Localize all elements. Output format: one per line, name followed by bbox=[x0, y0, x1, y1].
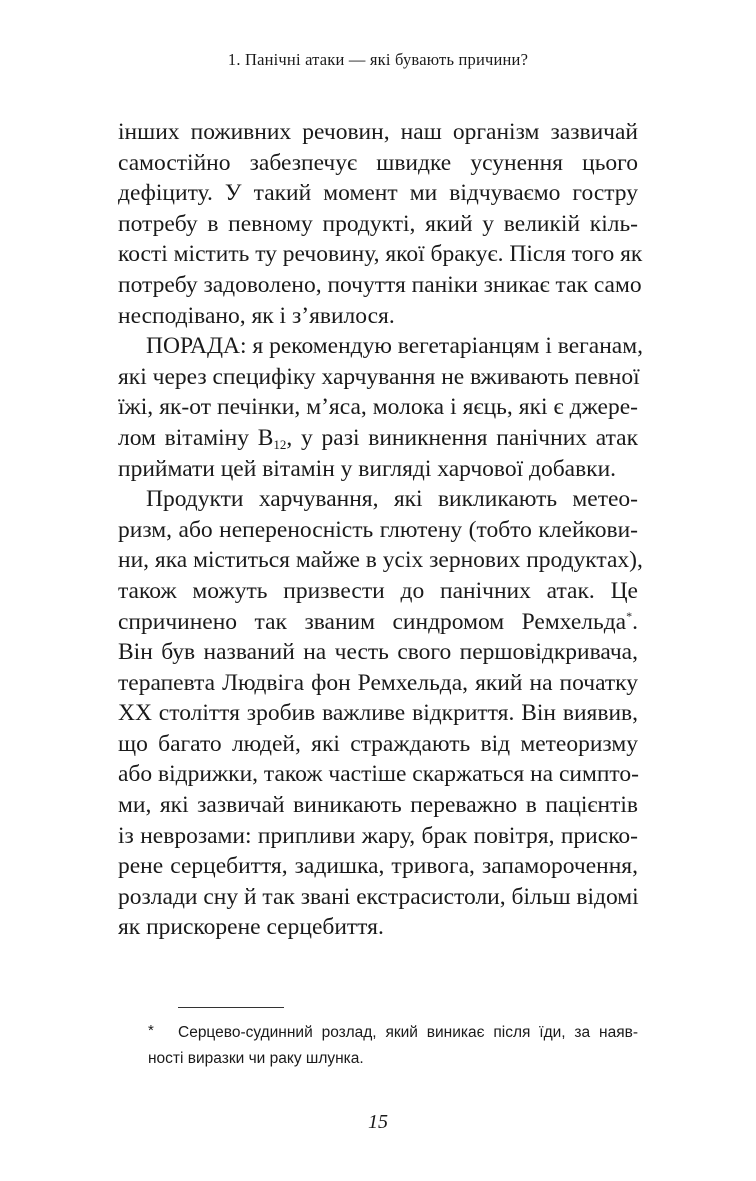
text-line: які через специфіку харчування не вживають певної bbox=[118, 363, 640, 390]
text-line: ни, яка міститься майже в усіх зернових продуктах), bbox=[118, 547, 643, 574]
text-line: інших поживних речовин, наш організм зазвичай bbox=[118, 119, 638, 145]
footnote-reference: * bbox=[626, 608, 633, 623]
text-line: із неврозами: припливи жару, брак повітря, приско- bbox=[118, 822, 638, 849]
text-line: XX століття зробив важливе відкриття. Він виявив, bbox=[118, 700, 638, 727]
subscript-12: 12 bbox=[273, 436, 287, 452]
paragraph-3 bbox=[118, 484, 643, 943]
text-line-with-subscript bbox=[118, 423, 638, 454]
text-line: або відрижки, також частіше скаржаться на симпто- bbox=[118, 761, 639, 788]
text-line: рене серцебиття, задишка, тривога, запаморочення, bbox=[118, 853, 638, 880]
footnote-divider bbox=[178, 1007, 284, 1008]
footnote-line bbox=[148, 1020, 638, 1046]
text-fragment: . bbox=[632, 608, 638, 635]
text-line: потребу задоволено, почуття паніки зникає так само bbox=[118, 271, 642, 298]
text-fragment: спричинено так званим синдромом Ремхельда bbox=[118, 608, 627, 635]
text-line: Він був названий на честь свого першовідкривача, bbox=[118, 639, 638, 666]
page-number: 15 bbox=[368, 1111, 388, 1133]
text-line: самостійно забезпечує швидке усунення цього bbox=[118, 149, 638, 176]
footnote bbox=[148, 1020, 638, 1072]
text-line: як прискорене серцебиття. bbox=[118, 914, 384, 941]
text-line: ризм, або непереносність глютену (тобто клейкови- bbox=[118, 516, 638, 543]
text-line: приймати цей вітамін у вигляді харчової добавки. bbox=[118, 455, 617, 482]
paragraph-2-tip bbox=[118, 331, 643, 484]
text-line: потребу в певному продукті, який у великій кіль- bbox=[118, 210, 638, 237]
footnote-line: ності виразки чи раку шлунка. bbox=[148, 1050, 364, 1067]
text-line: несподівано, як і з’явилося. bbox=[118, 302, 395, 329]
body-text bbox=[118, 117, 643, 943]
text-fragment: лом вітаміну В bbox=[118, 424, 274, 451]
text-line-with-footnote-ref bbox=[118, 607, 638, 638]
text-line: ПОРАДА: я рекомендую вегетаріанцям і веганам, bbox=[146, 333, 643, 360]
text-line: також можуть призвести до панічних атак. Це bbox=[118, 577, 638, 604]
running-header: 1. Панічні атаки — які бувають причини? bbox=[227, 50, 529, 69]
footnote-text: Серцево-судинний розлад, який виникає після їди, за наяв- bbox=[178, 1024, 638, 1041]
text-fragment: , у разі виникнення панічних атак bbox=[286, 424, 638, 451]
footnote-marker: * bbox=[148, 1022, 154, 1039]
paragraph-1 bbox=[118, 117, 643, 331]
text-line: Продукти харчування, які викликають метео- bbox=[146, 486, 638, 513]
text-line: кості містить ту речовину, якої бракує. Після того як bbox=[118, 241, 643, 268]
text-line: розлади сну й так звані екстрасистоли, більш відомі bbox=[118, 883, 639, 910]
text-line: що багато людей, які страждають від метеоризму bbox=[118, 730, 638, 757]
text-line: їжі, як-от печінки, м’яса, молока і яєць, які є джере- bbox=[118, 394, 638, 421]
text-line: терапевта Людвіга фон Ремхельда, який на початку bbox=[118, 669, 638, 696]
text-line: дефіциту. У такий момент ми відчуваємо гостру bbox=[118, 180, 638, 207]
text-line: ми, які зазвичай виникають переважно в пацієнтів bbox=[118, 792, 638, 819]
